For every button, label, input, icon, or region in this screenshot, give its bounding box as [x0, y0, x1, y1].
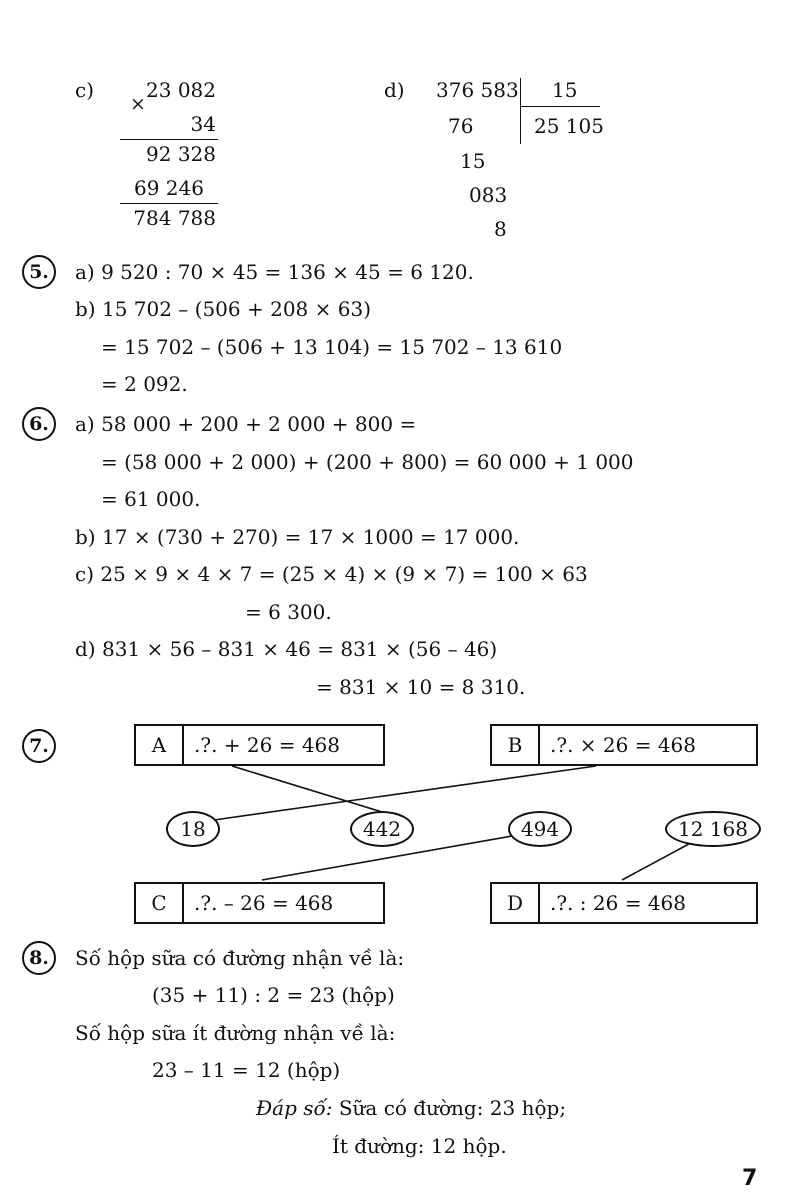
- box-C: [134, 882, 385, 924]
- box-D-expr: .?. : 26 = 468: [550, 891, 686, 915]
- ex6-line-d: d) 831 × 56 – 831 × 46 = 831 × (56 – 46): [75, 637, 498, 661]
- ex8-line-3: Số hộp sữa ít đường nhận về là:: [75, 1021, 396, 1045]
- ex8-answer-line-2: Ít đường: 12 hộp.: [332, 1134, 507, 1158]
- exercise-7-number: 7.: [22, 729, 56, 763]
- exercise-6-number: 6.: [22, 407, 56, 441]
- exercise-8-number: 8.: [22, 941, 56, 975]
- ex6-line-a2: = (58 000 + 2 000) + (200 + 800) = 60 000 + 1 000: [101, 450, 634, 474]
- ex5-line-b3: = 2 092.: [101, 372, 188, 396]
- ex8-line-4: 23 – 11 = 12 (hộp): [152, 1058, 341, 1082]
- oval-494: 494: [508, 811, 572, 847]
- part-d-label: d): [384, 78, 405, 102]
- box-D-letter: D: [492, 884, 540, 922]
- ex5-line-b2: = 15 702 – (506 + 13 104) = 15 702 – 13 610: [101, 335, 563, 359]
- box-C-expr: .?. – 26 = 468: [194, 891, 334, 915]
- exercise-5-number: 5.: [22, 255, 56, 289]
- division-step-1: 76: [448, 114, 474, 138]
- box-D: [490, 882, 758, 924]
- ex6-line-b: b) 17 × (730 + 270) = 17 × 1000 = 17 000.: [75, 525, 520, 549]
- answer-label: Đáp số:: [256, 1096, 333, 1120]
- divisor: 15: [552, 78, 578, 102]
- multiplier: 34: [190, 112, 216, 136]
- ex5-line-b: b) 15 702 – (506 + 208 × 63): [75, 297, 372, 321]
- ex6-line-a3: = 61 000.: [101, 487, 201, 511]
- partial-product-1: 92 328: [146, 142, 216, 166]
- box-A: [134, 724, 385, 766]
- division-step-3: 083: [469, 183, 508, 207]
- oval-442: 442: [350, 811, 414, 847]
- ex8-line-1: Số hộp sữa có đường nhận về là:: [75, 946, 405, 970]
- ex6-line-c2: = 6 300.: [245, 600, 332, 624]
- line-A-442: [232, 766, 382, 812]
- ex8-line-2: (35 + 11) : 2 = 23 (hộp): [152, 983, 395, 1007]
- partial-product-2: 69 246: [134, 176, 204, 200]
- part-c-label: c): [75, 78, 95, 102]
- oval-18: 18: [166, 811, 220, 847]
- ex6-line-c: c) 25 × 9 × 4 × 7 = (25 × 4) × (9 × 7) = 100 × 63: [75, 562, 588, 586]
- product: 784 788: [133, 206, 216, 230]
- ex5-line-a: a) 9 520 : 70 × 45 = 136 × 45 = 6 120.: [75, 260, 474, 284]
- box-B-letter: B: [492, 726, 540, 764]
- ex6-line-d2: = 831 × 10 = 8 310.: [316, 675, 526, 699]
- multiplicand: 23 082: [146, 78, 216, 102]
- box-A-expr: .?. + 26 = 468: [194, 733, 341, 757]
- division-step-4: 8: [494, 217, 507, 241]
- division-step-2: 15: [460, 149, 486, 173]
- answer-1: Sữa có đường: 23 hộp;: [338, 1096, 567, 1120]
- box-B: [490, 724, 758, 766]
- box-A-letter: A: [136, 726, 184, 764]
- page-number: 7: [742, 1166, 758, 1191]
- times-sign: ×: [130, 93, 146, 115]
- box-B-expr: .?. × 26 = 468: [550, 733, 697, 757]
- oval-12168: 12 168: [665, 811, 761, 847]
- box-C-letter: C: [136, 884, 184, 922]
- ex8-answer-line-1: [256, 1096, 566, 1120]
- quotient: 25 105: [534, 114, 604, 138]
- ex6-line-a: a) 58 000 + 200 + 2 000 + 800 =: [75, 412, 417, 436]
- dividend: 376 583: [436, 78, 519, 102]
